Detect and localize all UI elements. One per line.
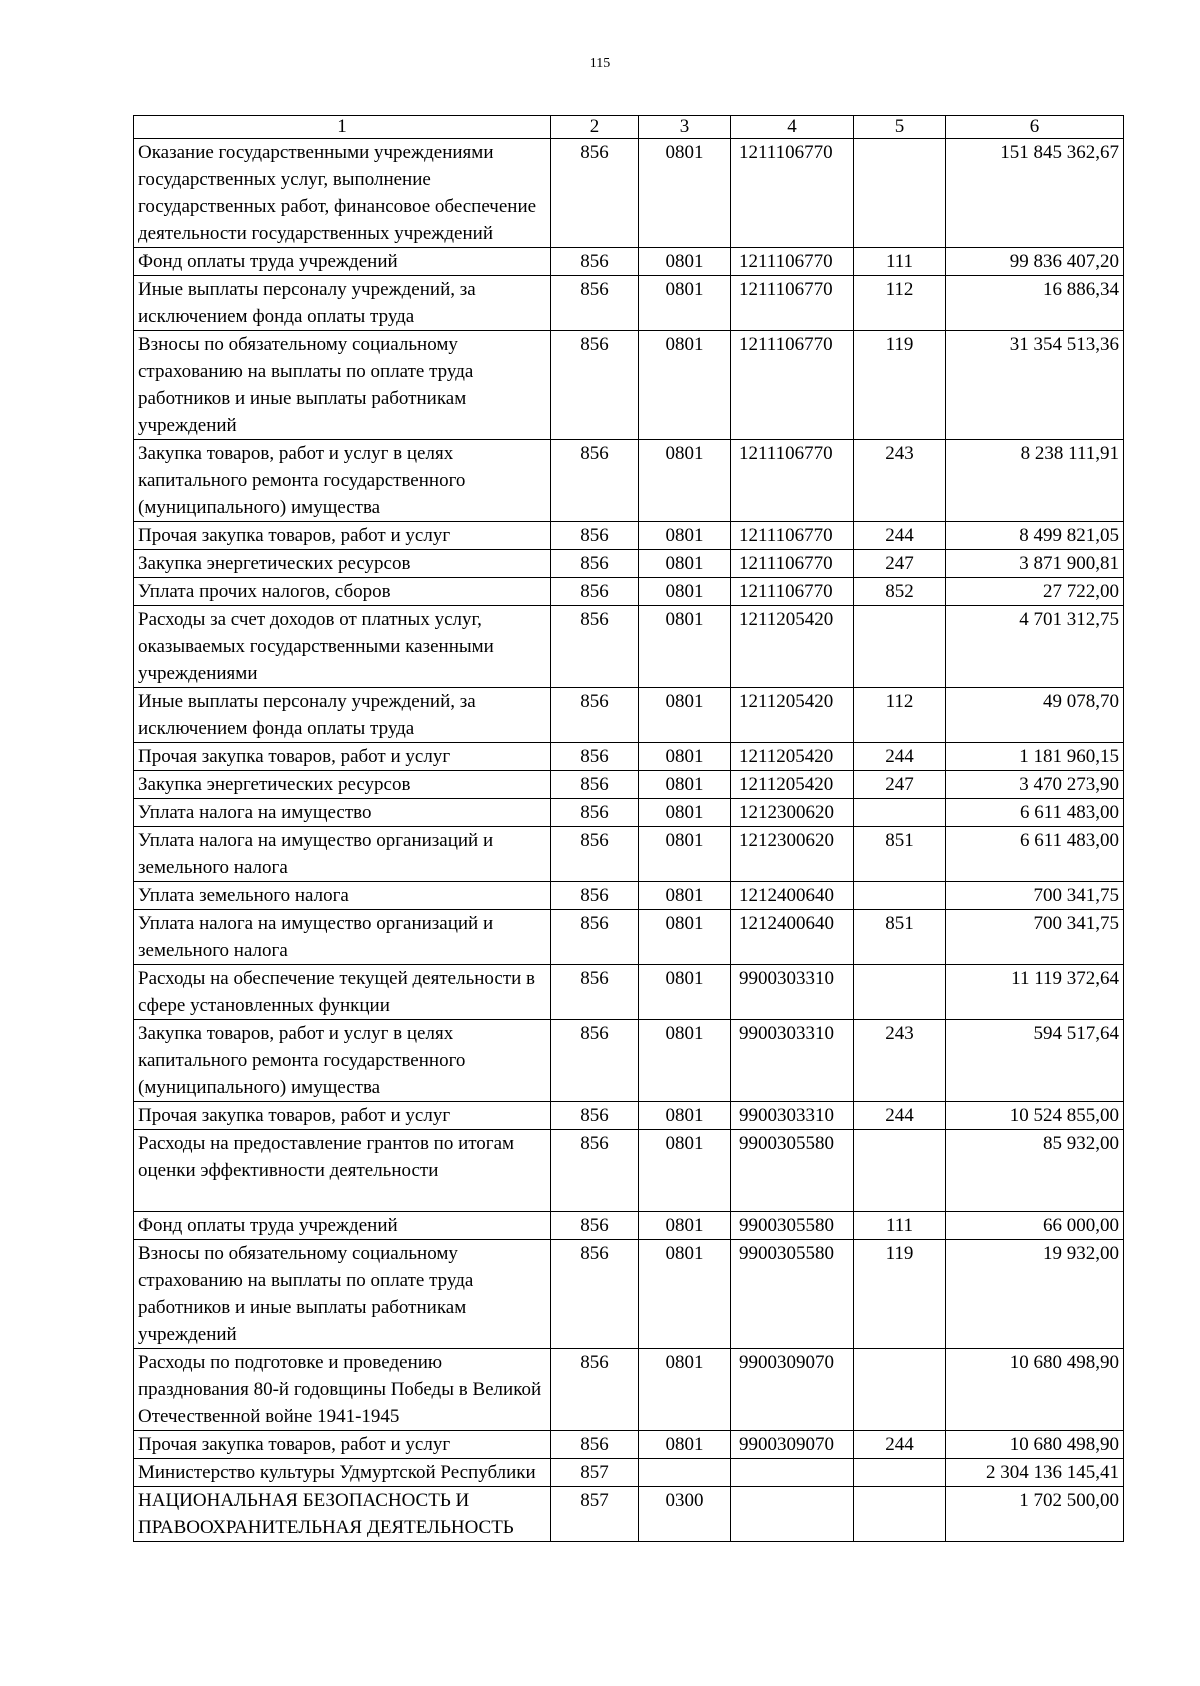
row-col4-cell: 9900305580 bbox=[731, 1240, 854, 1349]
row-name-cell: Расходы за счет доходов от платных услуг, оказываемых государственными казенными учреждениями bbox=[134, 606, 551, 688]
row-col5-cell: 244 bbox=[854, 743, 946, 771]
row-col3-cell: 0801 bbox=[639, 1431, 731, 1459]
row-col4-cell: 1211205420 bbox=[731, 688, 854, 743]
row-name-cell: Прочая закупка товаров, работ и услуг bbox=[134, 743, 551, 771]
table-row bbox=[134, 1130, 1124, 1212]
row-col2-cell: 857 bbox=[551, 1487, 639, 1542]
row-col5-cell: 244 bbox=[854, 522, 946, 550]
row-col5-cell: 111 bbox=[854, 1212, 946, 1240]
row-col5-cell: 247 bbox=[854, 771, 946, 799]
table-row bbox=[134, 139, 1124, 248]
row-col3-cell: 0801 bbox=[639, 1349, 731, 1431]
row-col4-cell: 1211106770 bbox=[731, 550, 854, 578]
row-col3-cell: 0801 bbox=[639, 688, 731, 743]
row-col5-cell bbox=[854, 1130, 946, 1212]
row-name-cell: Расходы по подготовке и проведению празднования 80-й годовщины Победы в Великой Отечественной войне 1941-1945 bbox=[134, 1349, 551, 1431]
row-col5-cell: 851 bbox=[854, 910, 946, 965]
row-amount-cell: 1 702 500,00 bbox=[946, 1487, 1124, 1542]
row-col4-cell: 1212400640 bbox=[731, 910, 854, 965]
column-header: 3 bbox=[639, 116, 731, 139]
row-col4-cell: 1212300620 bbox=[731, 799, 854, 827]
row-col2-cell: 856 bbox=[551, 688, 639, 743]
row-col3-cell: 0801 bbox=[639, 276, 731, 331]
row-col3-cell: 0801 bbox=[639, 1212, 731, 1240]
row-col4-cell bbox=[731, 1487, 854, 1542]
row-col2-cell: 856 bbox=[551, 771, 639, 799]
row-col4-cell: 1212300620 bbox=[731, 827, 854, 882]
table-row bbox=[134, 827, 1124, 882]
row-col3-cell: 0801 bbox=[639, 248, 731, 276]
row-name-cell: Уплата налога на имущество организаций и земельного налога bbox=[134, 827, 551, 882]
table-row bbox=[134, 1459, 1124, 1487]
table-row bbox=[134, 1020, 1124, 1102]
row-col4-cell: 1211205420 bbox=[731, 771, 854, 799]
row-name-cell: Закупка энергетических ресурсов bbox=[134, 550, 551, 578]
row-col3-cell: 0801 bbox=[639, 965, 731, 1020]
row-amount-cell: 10 680 498,90 bbox=[946, 1431, 1124, 1459]
row-col2-cell: 856 bbox=[551, 440, 639, 522]
row-amount-cell: 4 701 312,75 bbox=[946, 606, 1124, 688]
column-header: 6 bbox=[946, 116, 1124, 139]
table-row bbox=[134, 743, 1124, 771]
table-row bbox=[134, 578, 1124, 606]
row-col5-cell: 244 bbox=[854, 1431, 946, 1459]
row-col4-cell: 1211106770 bbox=[731, 522, 854, 550]
row-col3-cell: 0801 bbox=[639, 743, 731, 771]
row-col3-cell: 0801 bbox=[639, 1130, 731, 1212]
row-col2-cell: 856 bbox=[551, 965, 639, 1020]
row-amount-cell: 700 341,75 bbox=[946, 882, 1124, 910]
row-col3-cell: 0801 bbox=[639, 1102, 731, 1130]
row-col5-cell bbox=[854, 606, 946, 688]
row-amount-cell: 8 499 821,05 bbox=[946, 522, 1124, 550]
row-col3-cell: 0300 bbox=[639, 1487, 731, 1542]
row-col2-cell: 857 bbox=[551, 1459, 639, 1487]
row-col4-cell: 9900303310 bbox=[731, 1102, 854, 1130]
row-col5-cell bbox=[854, 1349, 946, 1431]
row-name-cell: Министерство культуры Удмуртской Республики bbox=[134, 1459, 551, 1487]
row-name-cell: Прочая закупка товаров, работ и услуг bbox=[134, 522, 551, 550]
row-col2-cell: 856 bbox=[551, 276, 639, 331]
row-col3-cell: 0801 bbox=[639, 139, 731, 248]
table-row bbox=[134, 331, 1124, 440]
row-col5-cell bbox=[854, 799, 946, 827]
row-name-cell: Взносы по обязательному социальному страхованию на выплаты по оплате труда работников и иные выплаты работникам учреждений bbox=[134, 1240, 551, 1349]
row-col2-cell: 856 bbox=[551, 799, 639, 827]
row-col3-cell: 0801 bbox=[639, 440, 731, 522]
row-amount-cell: 594 517,64 bbox=[946, 1020, 1124, 1102]
table-row bbox=[134, 440, 1124, 522]
row-col2-cell: 856 bbox=[551, 1431, 639, 1459]
row-name-cell: Закупка товаров, работ и услуг в целях капитального ремонта государственного (муниципального) имущества bbox=[134, 1020, 551, 1102]
row-col3-cell: 0801 bbox=[639, 1020, 731, 1102]
row-col5-cell bbox=[854, 965, 946, 1020]
budget-table bbox=[133, 115, 1124, 1542]
row-col4-cell: 1212400640 bbox=[731, 882, 854, 910]
row-name-cell: Уплата налога на имущество организаций и земельного налога bbox=[134, 910, 551, 965]
row-amount-cell: 10 680 498,90 bbox=[946, 1349, 1124, 1431]
row-col4-cell: 1211106770 bbox=[731, 248, 854, 276]
column-header: 2 bbox=[551, 116, 639, 139]
row-col2-cell: 856 bbox=[551, 331, 639, 440]
table-row bbox=[134, 1487, 1124, 1542]
row-name-cell: Расходы на предоставление грантов по итогам оценки эффективности деятельности bbox=[134, 1130, 551, 1212]
column-header: 4 bbox=[731, 116, 854, 139]
row-name-cell: Уплата земельного налога bbox=[134, 882, 551, 910]
row-col2-cell: 856 bbox=[551, 910, 639, 965]
row-amount-cell: 11 119 372,64 bbox=[946, 965, 1124, 1020]
row-col4-cell: 1211106770 bbox=[731, 139, 854, 248]
row-col5-cell: 112 bbox=[854, 276, 946, 331]
row-col2-cell: 856 bbox=[551, 606, 639, 688]
row-col2-cell: 856 bbox=[551, 522, 639, 550]
row-col4-cell: 9900303310 bbox=[731, 965, 854, 1020]
row-amount-cell: 16 886,34 bbox=[946, 276, 1124, 331]
row-amount-cell: 700 341,75 bbox=[946, 910, 1124, 965]
row-col3-cell: 0801 bbox=[639, 799, 731, 827]
row-col5-cell: 111 bbox=[854, 248, 946, 276]
row-col4-cell: 1211106770 bbox=[731, 578, 854, 606]
row-col5-cell bbox=[854, 882, 946, 910]
row-col5-cell: 119 bbox=[854, 1240, 946, 1349]
row-name-cell: Иные выплаты персоналу учреждений, за исключением фонда оплаты труда bbox=[134, 688, 551, 743]
row-col2-cell: 856 bbox=[551, 1349, 639, 1431]
table-row bbox=[134, 799, 1124, 827]
table-row bbox=[134, 550, 1124, 578]
row-amount-cell: 8 238 111,91 bbox=[946, 440, 1124, 522]
row-name-cell: Прочая закупка товаров, работ и услуг bbox=[134, 1431, 551, 1459]
row-col3-cell: 0801 bbox=[639, 578, 731, 606]
row-amount-cell: 2 304 136 145,41 bbox=[946, 1459, 1124, 1487]
row-amount-cell: 31 354 513,36 bbox=[946, 331, 1124, 440]
row-col5-cell bbox=[854, 1487, 946, 1542]
table-row bbox=[134, 910, 1124, 965]
row-col2-cell: 856 bbox=[551, 1020, 639, 1102]
row-col3-cell: 0801 bbox=[639, 1240, 731, 1349]
row-col4-cell bbox=[731, 1459, 854, 1487]
column-header: 5 bbox=[854, 116, 946, 139]
row-col4-cell: 9900303310 bbox=[731, 1020, 854, 1102]
table-row bbox=[134, 882, 1124, 910]
table-row bbox=[134, 248, 1124, 276]
row-col5-cell: 851 bbox=[854, 827, 946, 882]
table-row bbox=[134, 1431, 1124, 1459]
row-col2-cell: 856 bbox=[551, 1212, 639, 1240]
page-number: 115 bbox=[589, 56, 611, 71]
row-col2-cell: 856 bbox=[551, 827, 639, 882]
row-name-cell: Расходы на обеспечение текущей деятельности в сфере установленных функции bbox=[134, 965, 551, 1020]
row-col5-cell: 244 bbox=[854, 1102, 946, 1130]
row-col4-cell: 9900305580 bbox=[731, 1130, 854, 1212]
row-col5-cell: 852 bbox=[854, 578, 946, 606]
row-col3-cell: 0801 bbox=[639, 606, 731, 688]
row-col2-cell: 856 bbox=[551, 550, 639, 578]
row-name-cell: Уплата налога на имущество bbox=[134, 799, 551, 827]
row-amount-cell: 27 722,00 bbox=[946, 578, 1124, 606]
row-amount-cell: 66 000,00 bbox=[946, 1212, 1124, 1240]
column-header: 1 bbox=[134, 116, 551, 139]
row-col2-cell: 856 bbox=[551, 1130, 639, 1212]
row-col3-cell: 0801 bbox=[639, 882, 731, 910]
row-name-cell: Закупка энергетических ресурсов bbox=[134, 771, 551, 799]
row-name-cell: Уплата прочих налогов, сборов bbox=[134, 578, 551, 606]
row-col4-cell: 1211205420 bbox=[731, 743, 854, 771]
row-col4-cell: 1211205420 bbox=[731, 606, 854, 688]
table-row bbox=[134, 1212, 1124, 1240]
table-row bbox=[134, 606, 1124, 688]
row-amount-cell: 49 078,70 bbox=[946, 688, 1124, 743]
row-col5-cell: 119 bbox=[854, 331, 946, 440]
row-col2-cell: 856 bbox=[551, 248, 639, 276]
row-col3-cell: 0801 bbox=[639, 331, 731, 440]
row-col4-cell: 9900305580 bbox=[731, 1212, 854, 1240]
row-amount-cell: 6 611 483,00 bbox=[946, 827, 1124, 882]
row-col4-cell: 1211106770 bbox=[731, 440, 854, 522]
row-col2-cell: 856 bbox=[551, 1240, 639, 1349]
row-col3-cell: 0801 bbox=[639, 910, 731, 965]
row-col5-cell bbox=[854, 1459, 946, 1487]
table-header-row bbox=[134, 116, 1124, 139]
table-row bbox=[134, 1240, 1124, 1349]
row-name-cell: Фонд оплаты труда учреждений bbox=[134, 1212, 551, 1240]
row-name-cell: Фонд оплаты труда учреждений bbox=[134, 248, 551, 276]
row-amount-cell: 3 871 900,81 bbox=[946, 550, 1124, 578]
row-amount-cell: 99 836 407,20 bbox=[946, 248, 1124, 276]
row-col5-cell: 243 bbox=[854, 1020, 946, 1102]
row-col2-cell: 856 bbox=[551, 1102, 639, 1130]
row-col4-cell: 1211106770 bbox=[731, 276, 854, 331]
table-row bbox=[134, 771, 1124, 799]
table-row bbox=[134, 1349, 1124, 1431]
row-col3-cell: 0801 bbox=[639, 550, 731, 578]
table-row bbox=[134, 1102, 1124, 1130]
row-col3-cell: 0801 bbox=[639, 827, 731, 882]
table-row bbox=[134, 965, 1124, 1020]
row-name-cell: Оказание государственными учреждениями государственных услуг, выполнение государственных работ, финансовое обеспечение деятельности государственных учреждений bbox=[134, 139, 551, 248]
row-amount-cell: 85 932,00 bbox=[946, 1130, 1124, 1212]
row-col3-cell bbox=[639, 1459, 731, 1487]
row-col3-cell: 0801 bbox=[639, 522, 731, 550]
row-col4-cell: 9900309070 bbox=[731, 1349, 854, 1431]
row-col3-cell: 0801 bbox=[639, 771, 731, 799]
row-col5-cell: 247 bbox=[854, 550, 946, 578]
row-name-cell: Прочая закупка товаров, работ и услуг bbox=[134, 1102, 551, 1130]
row-col4-cell: 9900309070 bbox=[731, 1431, 854, 1459]
row-col2-cell: 856 bbox=[551, 139, 639, 248]
row-col4-cell: 1211106770 bbox=[731, 331, 854, 440]
row-amount-cell: 3 470 273,90 bbox=[946, 771, 1124, 799]
row-amount-cell: 6 611 483,00 bbox=[946, 799, 1124, 827]
row-amount-cell: 19 932,00 bbox=[946, 1240, 1124, 1349]
row-name-cell: НАЦИОНАЛЬНАЯ БЕЗОПАСНОСТЬ И ПРАВООХРАНИТЕЛЬНАЯ ДЕЯТЕЛЬНОСТЬ bbox=[134, 1487, 551, 1542]
row-col5-cell: 243 bbox=[854, 440, 946, 522]
table-row bbox=[134, 276, 1124, 331]
row-col5-cell bbox=[854, 139, 946, 248]
row-col2-cell: 856 bbox=[551, 578, 639, 606]
row-col2-cell: 856 bbox=[551, 743, 639, 771]
row-col5-cell: 112 bbox=[854, 688, 946, 743]
row-amount-cell: 151 845 362,67 bbox=[946, 139, 1124, 248]
row-amount-cell: 1 181 960,15 bbox=[946, 743, 1124, 771]
row-name-cell: Взносы по обязательному социальному страхованию на выплаты по оплате труда работников и иные выплаты работникам учреждений bbox=[134, 331, 551, 440]
table-row bbox=[134, 688, 1124, 743]
row-col2-cell: 856 bbox=[551, 882, 639, 910]
row-amount-cell: 10 524 855,00 bbox=[946, 1102, 1124, 1130]
table-row bbox=[134, 522, 1124, 550]
row-name-cell: Иные выплаты персоналу учреждений, за исключением фонда оплаты труда bbox=[134, 276, 551, 331]
row-name-cell: Закупка товаров, работ и услуг в целях капитального ремонта государственного (муниципального) имущества bbox=[134, 440, 551, 522]
